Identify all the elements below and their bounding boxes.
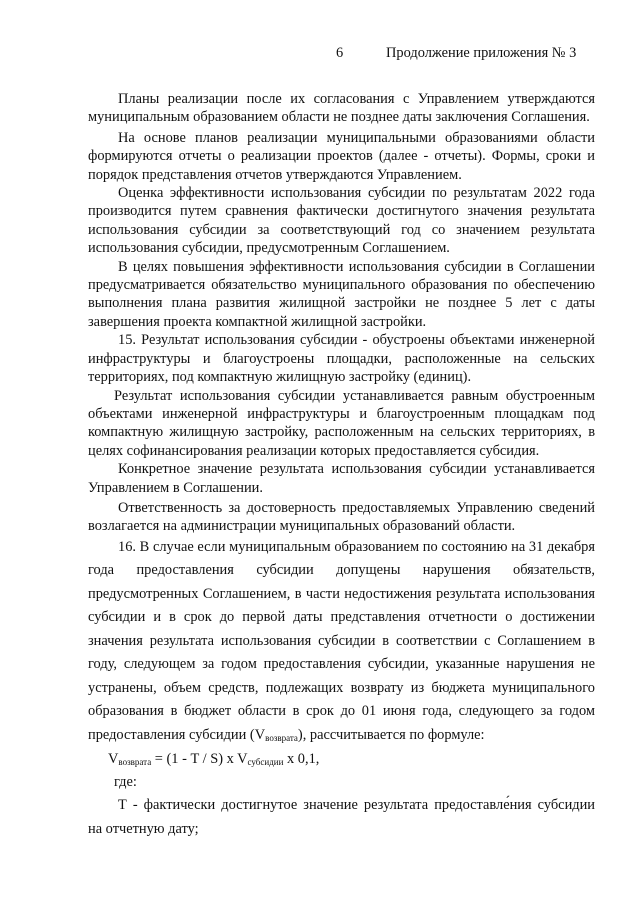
refund-formula: $V_{возврата} = (1 - T / S)$ x $V_{субсидии}$ x 0,1, (108, 751, 320, 768)
paragraph-reports: На основе планов реализации муниципальными образованиями области формируются отчеты о реализации проектов (далее - отчеты). Формы, сроки и порядок представления отчетов утверждаются Управлением. (88, 129, 595, 183)
paragraph-specific-value: Конкретное значение результата использования субсидии устанавливается Управлением в Соглашении. (88, 461, 595, 496)
page-number: 6 (336, 45, 344, 61)
paragraph-plans-approval: Планы реализации после их согласования с Управлением утверждаются муниципальным образованием области не позднее даты заключения Соглашения. (88, 91, 595, 126)
paragraph-t-definition: Т - фактически достигнутое значение результата предоставле́ния субсидии на отчетную дату; (88, 797, 595, 837)
paragraph-16-refund: 16. В случае если муниципальным образованием по состоянию на 31 декабря года предоставления субсидии допущены нарушения обязательств, предусмотренных Соглашением, в части недостижения результата использования субсидии и в срок до первой даты представления отчетности о достижении значения результата использования субсидии в соответствии с Соглашением в году, следующем за годом предоставления субсидии, указанные нарушения не устранены, объем средств, подлежащих возврату из бюджета муниципального образования в бюджет области в срок до 01 июня года, следующего за годом предоставления субсидии $(V_{возврата})$, рассчитывается по формуле: (88, 538, 595, 743)
formula-where-label: где: (114, 774, 137, 791)
appendix-continuation-title: Продолжение приложения № 3 (386, 45, 577, 61)
document-body (88, 90, 595, 841)
paragraph-responsibility: Ответственность за достоверность предоставляемых Управлению сведений возлагается на администрации муниципальных образований области. (88, 499, 595, 535)
paragraph-efficiency-assessment: Оценка эффективности использования субсидии по результатам 2022 года производится путем сравнения фактически достигнутого значения результата использования субсидии за соответствующий год со значением результата использования субсидии, предусмотренным Соглашением. (88, 185, 595, 257)
paragraph-result-equal: Результат использования субсидии устанавливается равным обустроенным объектами инженерной инфраструктуры и благоустроенным площадкам под компактную жилищную застройку, расположенным на сельских территориях, в целях софинансирования реализации которых предоставляется субсидия. (88, 387, 595, 459)
paragraph-efficiency-obligation: В целях повышения эффективности использования субсидии в Соглашении предусматривается обязательство муниципального образования по обеспечению выполнения плана развития жилищной застройки не позднее 5 лет с даты завершения проекта компактной жилищной застройки. (88, 258, 595, 330)
paragraph-15-result: 15. Результат использования субсидии - обустроены объектами инженерной инфраструктуры и благоустроены площадки, расположенные на сельских территориях, под компактную жилищную застройку (единиц). (88, 332, 595, 386)
